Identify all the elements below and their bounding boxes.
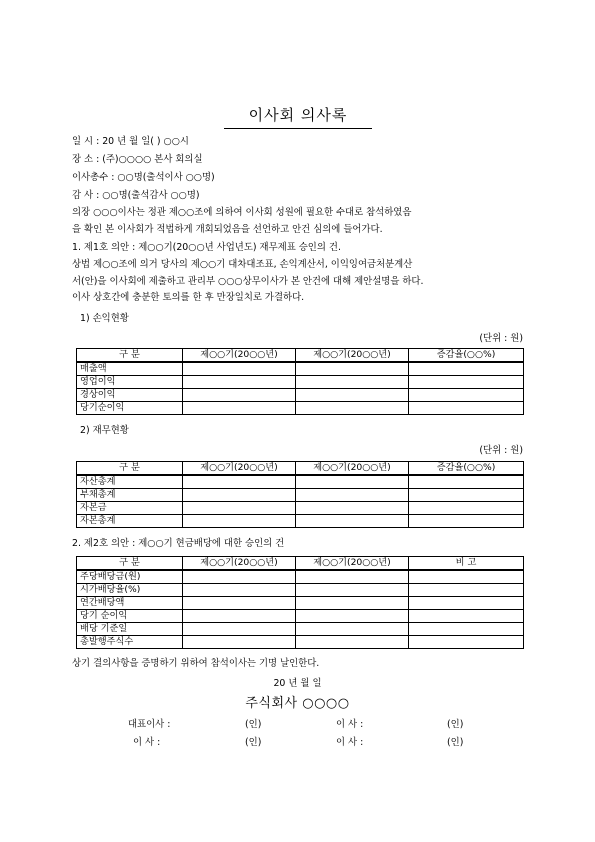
table-cell [183,636,296,649]
table-cell [296,402,409,415]
row-label: 영업이익 [77,376,183,389]
table-cell [409,570,524,584]
signature-role: 대표이사 : [128,719,171,730]
column-header: 제○○기(20○○년) [296,557,409,571]
table-header-row [77,349,524,363]
signature-seal: (인) [447,719,464,730]
signature-role: 이 사 : [336,737,364,748]
table-header-row [77,462,524,476]
column-header: 제○○기(20○○년) [296,349,409,363]
column-header: 제○○기(20○○년) [183,557,296,571]
dividend-table [76,556,524,649]
table-cell [409,475,524,489]
table-cell [296,623,409,636]
signature-seal: (인) [447,737,464,748]
table-header-row [77,557,524,571]
financial-table [76,461,524,528]
signing-date: 20 년 월 일 [273,678,322,689]
table-cell [296,584,409,597]
column-header: 구 분 [77,349,183,363]
auditors-count: 감 사 : ○○명(출석감사 ○○명) [72,190,200,201]
agenda1-line: 서(안)을 이사회에 제출하고 관리부 ○○○상무이사가 본 안건에 대해 제안설명을 하다. [72,275,424,287]
row-label: 배당 기준일 [77,623,183,636]
row-label: 자본총계 [77,515,183,528]
table-cell [409,402,524,415]
column-header: 제○○기(20○○년) [183,349,296,363]
table-row [77,502,524,515]
table-cell [183,597,296,610]
meeting-location: 장 소 : (주)○○○○ 본사 회의실 [72,154,203,165]
opening-line: 의장 ○○○이사는 정관 제○○조에 의하여 이사회 성원에 필요한 수대로 참석하였음 [72,207,412,218]
table-row [77,584,524,597]
opening-paragraph [72,205,524,238]
section1-label: 1) 손익현황 [80,313,129,324]
row-label: 부채총계 [77,489,183,502]
column-header: 구 분 [77,557,183,571]
company-name: 주식회사 ○○○○ [245,696,350,711]
table-cell [409,610,524,623]
signature-role: 이 사 : [133,737,161,748]
table-cell [409,489,524,502]
table-row [77,362,524,376]
table-cell [409,597,524,610]
table-cell [409,502,524,515]
column-header: 제○○기(20○○년) [183,462,296,476]
opening-line: 을 확인 본 이사회가 적법하게 개회되었음을 선언하고 안건 심의에 들어가다. [72,223,383,235]
row-label: 매출액 [77,362,183,376]
row-label: 자산총계 [77,475,183,489]
agenda1-line: 이사 상호간에 충분한 토의를 한 후 만장일치로 가결하다. [72,292,305,303]
row-label: 자본금 [77,502,183,515]
section2-label: 2) 재무현황 [80,425,129,436]
table-cell [296,376,409,389]
table-row [77,597,524,610]
table-cell [409,376,524,389]
table-cell [183,376,296,389]
table-cell [296,610,409,623]
column-header: 증감율(○○%) [409,349,524,363]
table-cell [409,584,524,597]
row-label: 당기 순이익 [77,610,183,623]
table-cell [409,515,524,528]
unit-label-2: (단위 : 원) [479,445,523,456]
table-cell [296,597,409,610]
table-cell [183,610,296,623]
row-label: 주당배당금(원) [77,570,183,584]
table-row [77,570,524,584]
row-label: 당기순이익 [77,402,183,415]
table-cell [296,515,409,528]
table-cell [296,389,409,402]
table-cell [409,389,524,402]
unit-label-1: (단위 : 원) [479,333,523,344]
table-cell [296,502,409,515]
row-label: 총발행주식수 [77,636,183,649]
table-cell [296,362,409,376]
row-label: 연간배당액 [77,597,183,610]
table-cell [183,570,296,584]
table-cell [183,623,296,636]
table-cell [409,636,524,649]
income-table [76,348,524,415]
agenda1-title: 1. 제1호 의안 : 제○○기(20○○년 사업년도) 재무제표 승인의 건. [72,242,341,253]
directors-count: 이사총수 : ○○명(출석이사 ○○명) [72,172,215,183]
table-row [77,515,524,528]
table-cell [183,362,296,376]
table-row [77,623,524,636]
table-cell [183,515,296,528]
table-cell [296,636,409,649]
table-cell [296,570,409,584]
table-cell [183,402,296,415]
closing-statement: 상기 결의사항을 증명하기 위하여 참석이사는 기명 날인한다. [72,658,320,669]
table-cell [409,623,524,636]
document-title: 이사회 의사록 [224,104,372,129]
column-header: 증감율(○○%) [409,462,524,476]
table-cell [183,502,296,515]
table-row [77,636,524,649]
signature-role: 이 사 : [336,719,364,730]
table-row [77,610,524,623]
table-row [77,475,524,489]
table-row [77,402,524,415]
table-cell [183,475,296,489]
table-row [77,489,524,502]
column-header: 제○○기(20○○년) [296,462,409,476]
table-cell [296,475,409,489]
signature-seal: (인) [245,719,262,730]
column-header: 구 분 [77,462,183,476]
agenda2-title: 2. 제2호 의안 : 제○○기 현금배당에 대한 승인의 건 [72,538,285,549]
signature-seal: (인) [245,737,262,748]
agenda1-paragraph [72,257,524,307]
table-cell [183,389,296,402]
table-row [77,389,524,402]
row-label: 시가배당율(%) [77,584,183,597]
row-label: 경상이익 [77,389,183,402]
table-cell [183,584,296,597]
table-row [77,376,524,389]
agenda1-line: 상법 제○○조에 의거 당사의 제○○기 대차대조표, 손익계산서, 이익잉여금처분계산 [72,259,413,270]
table-cell [409,362,524,376]
meeting-datetime: 일 시 : 20 년 월 일( ) ○○시 [72,136,189,147]
table-cell [183,489,296,502]
table-cell [296,489,409,502]
column-header: 비 고 [409,557,524,571]
